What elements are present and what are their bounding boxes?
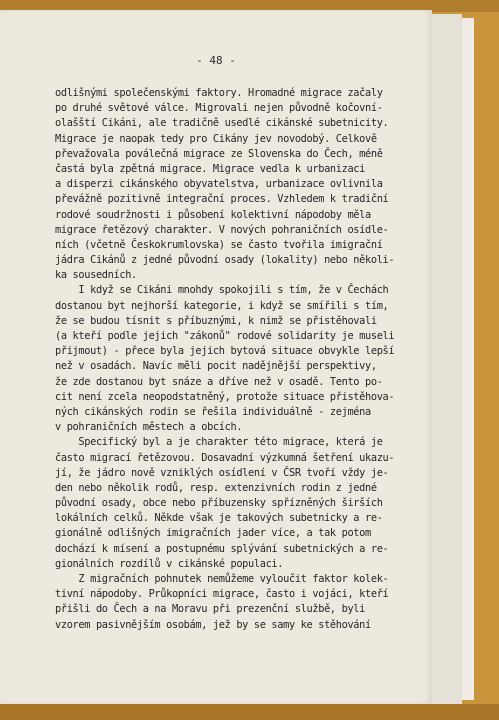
text-line: gionálních rozdílů v cikánské populaci. <box>55 557 284 570</box>
text-line: a disperzi cikánského obyvatelstva, urbanizace ovlivnila <box>55 178 383 191</box>
text-line: než v osadách. Navíc měli pocit nadějnější perspektivy, <box>55 360 377 373</box>
text-line: olašští Cikáni, ale tradičně usedlé cikánské subetnicity. <box>55 117 389 130</box>
text-line: tivní nápodoby. Průkopníci migrace, často i vojáci, kteří <box>55 588 389 601</box>
text-line: Z migračních pohnutek nemůžeme vyloučit faktor kolek- <box>55 573 389 585</box>
scan-border-bottom <box>0 704 499 720</box>
text-line: Specifický byl a je charakter této migrace, která je <box>55 436 383 449</box>
page-number: - 48 - <box>196 54 236 67</box>
text-line: že zde dostanou byt snáze a dříve než v osadě. Tento po- <box>55 375 383 388</box>
text-line: převážně pozitivně integrační proces. Vzhledem k tradiční <box>55 193 389 206</box>
text-line: Migrace je naopak tedy pro Cikány jev novodobý. Celkově <box>55 132 377 145</box>
text-line: v pohraničních městech a obcích. <box>55 421 243 434</box>
text-line: ných cikánských rodin se řešila individuálně - zejména <box>55 405 371 418</box>
text-line: ních (včetně Českokrumlovska) se často tvořila imigrační <box>55 238 383 251</box>
text-line: přišli do Čech a na Moravu při prezenční službě, byli <box>55 603 366 616</box>
text-body <box>55 86 415 633</box>
text-line: že se budou tísnit s příbuznými, k nimž se přistěhovali <box>55 314 377 327</box>
text-line: vzorem pasivnějším osobám, jež by se samy ke stěhování <box>55 618 371 631</box>
text-line: přijmout) - přece byla jejich bytová situace obvykle lepší <box>55 345 395 358</box>
text-line: jádra Cikánů z jedné původní osady (lokality) nebo několi- <box>55 254 395 267</box>
text-line: odlišnými společenskými faktory. Hromadné migrace začaly <box>55 87 383 99</box>
text-line: jí, že jádro nově vzniklých osídlení v ČSR tvoří vždy je- <box>55 466 389 479</box>
text-line: (a kteří podle jejich "zákonů" rodové solidarity je museli <box>55 330 395 342</box>
text-line: migrace řetězový charakter. V nových pohraničních osídle- <box>55 223 389 236</box>
page-edge <box>432 14 462 704</box>
text-line: cit není zcela neopodstatněný, protože situace přistěhova- <box>55 390 395 403</box>
page-edge-inner <box>462 18 474 700</box>
text-line: rodové soudržnosti i působení kolektivní nápodoby měla <box>55 208 371 221</box>
text-line: dochází k mísení a postupnému splývání subetnických a re- <box>55 542 389 555</box>
text-line: častá byla zpětná migrace. Migrace vedla k urbanizaci <box>55 162 366 175</box>
text-line: převažovala poválečná migrace ze Slovenska do Čech, méně <box>55 147 383 160</box>
document-page <box>0 10 432 704</box>
text-line: I když se Cikáni mnohdy spokojili s tím, že v Čechách <box>55 284 389 297</box>
text-line: po druhé světové válce. Migrovali nejen původně kočovní- <box>55 102 383 115</box>
text-line: lokálních celků. Někde však je takových subetnicky a re- <box>55 512 383 525</box>
text-line: ka sousedních. <box>55 269 137 282</box>
text-line: gionálně odlišných imigračních jader více, a tak potom <box>55 527 371 540</box>
text-line: den nebo několik rodů, resp. extenzivních rodin z jedné <box>55 481 377 494</box>
text-line: často migrací řetězovou. Dosavadní výzkumná šetření ukazu- <box>55 451 395 464</box>
text-line: původní osady, obce nebo příbuzensky spřízněných širších <box>55 497 383 510</box>
text-line: dostanou byt nejhorší kategorie, i když se smířili s tím, <box>55 299 389 312</box>
